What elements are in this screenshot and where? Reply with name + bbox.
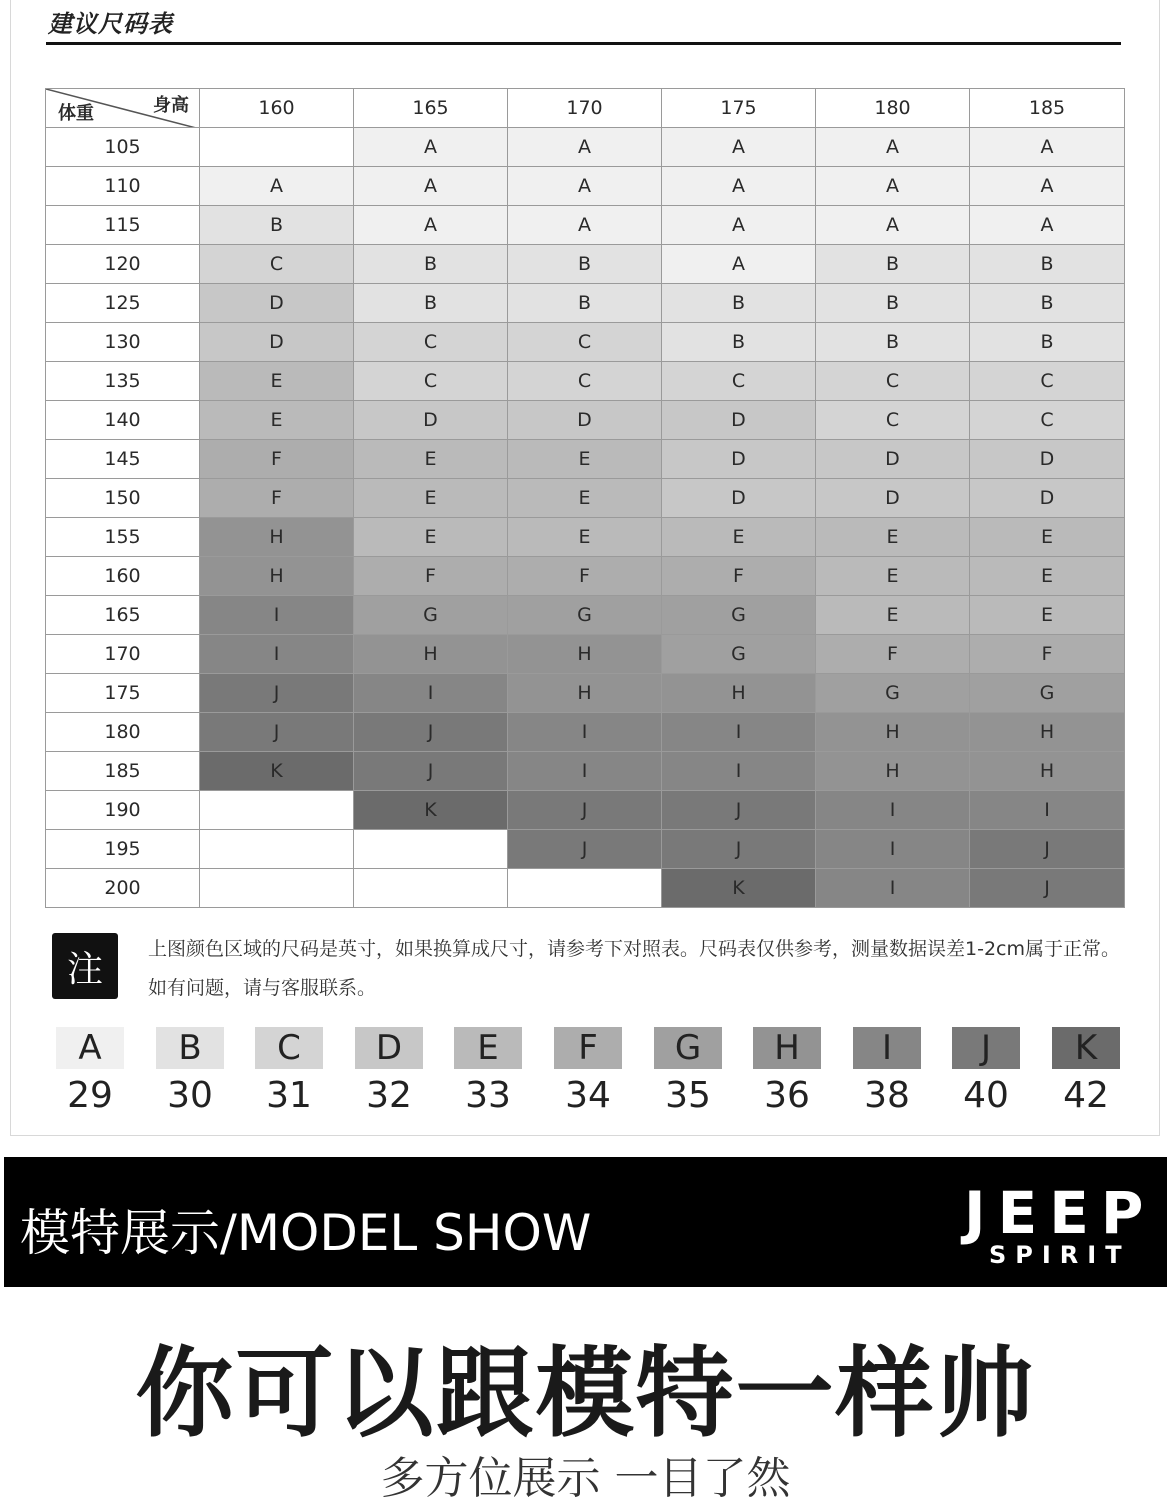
size-cell: B [508,284,662,323]
size-cell: A [662,206,816,245]
weight-cell: 180 [46,713,200,752]
table-row [46,596,1125,635]
size-cell [354,869,508,908]
size-cell: C [354,362,508,401]
size-cell: E [354,440,508,479]
size-cell [354,830,508,869]
size-cell [200,869,354,908]
size-cell: G [662,635,816,674]
size-cell: J [970,869,1125,908]
size-cell: D [662,401,816,440]
size-cell: A [354,167,508,206]
size-cell: J [354,752,508,791]
table-row [46,245,1125,284]
weight-axis-label: 体重 [58,103,94,124]
size-cell: B [970,323,1125,362]
weight-cell: 160 [46,557,200,596]
table-row [46,518,1125,557]
size-cell: B [200,206,354,245]
size-cell: E [816,557,970,596]
size-cell: G [354,596,508,635]
size-cell: I [662,752,816,791]
brand-logo: JEEP [964,1179,1156,1247]
weight-cell: 170 [46,635,200,674]
size-cell: D [662,440,816,479]
size-cell: A [508,206,662,245]
size-cell: A [662,167,816,206]
size-table-body [46,128,1125,908]
size-cell: G [970,674,1125,713]
headline: 你可以跟模特一样帅 [135,1337,1036,1451]
size-cell: G [508,596,662,635]
size-cell: A [662,245,816,284]
size-cell: A [354,128,508,167]
table-row [46,284,1125,323]
legend-item [753,1027,821,1116]
size-cell: D [970,479,1125,518]
height-header: 185 [970,89,1125,128]
size-cell: I [970,791,1125,830]
size-cell: J [508,791,662,830]
table-row [46,674,1125,713]
weight-cell: 130 [46,323,200,362]
legend-value: 35 [665,1075,711,1116]
legend-item [255,1027,323,1116]
legend-value: 31 [266,1075,312,1116]
weight-cell: 135 [46,362,200,401]
size-cell: E [662,518,816,557]
table-header-row [46,89,1125,128]
legend-item [355,1027,423,1116]
legend-swatch: A [56,1027,124,1069]
size-cell: B [970,284,1125,323]
legend-value: 36 [764,1075,810,1116]
size-cell: C [816,362,970,401]
size-cell: H [354,635,508,674]
weight-cell: 105 [46,128,200,167]
size-cell: A [816,128,970,167]
size-cell: A [354,206,508,245]
size-cell: C [970,362,1125,401]
size-cell: J [354,713,508,752]
size-cell: J [200,713,354,752]
size-cell: H [816,713,970,752]
height-header: 180 [816,89,970,128]
size-cell: C [816,401,970,440]
size-cell: B [354,245,508,284]
size-cell: D [816,440,970,479]
size-cell: F [200,479,354,518]
height-header: 160 [200,89,354,128]
weight-cell: 125 [46,284,200,323]
table-row [46,557,1125,596]
size-cell: K [200,752,354,791]
size-cell: J [662,791,816,830]
size-cell: D [354,401,508,440]
size-cell: K [662,869,816,908]
legend-item [156,1027,224,1116]
table-row [46,401,1125,440]
size-cell: F [816,635,970,674]
size-cell: B [662,323,816,362]
table-row [46,323,1125,362]
legend-item [554,1027,622,1116]
legend-item [952,1027,1020,1116]
size-cell: F [970,635,1125,674]
size-cell: F [508,557,662,596]
legend-swatch: G [654,1027,722,1069]
size-cell: H [970,752,1125,791]
size-cell: I [662,713,816,752]
subheadline: 多方位展示 一目了然 [380,1453,791,1504]
weight-cell: 165 [46,596,200,635]
size-cell: I [816,791,970,830]
note-text: 上图颜色区域的尺码是英寸，如果换算成尺寸，请参考下对照表。尺码表仅供参考，测量数据误差1-2cm属于正常。如有问题，请与客服联系。 [148,938,1120,999]
size-cell: I [816,869,970,908]
weight-cell: 110 [46,167,200,206]
size-cell: E [508,518,662,557]
size-cell: D [662,479,816,518]
size-cell: B [970,245,1125,284]
legend-item [1052,1027,1120,1116]
size-cell: A [816,206,970,245]
size-cell: I [354,674,508,713]
size-cell: H [200,557,354,596]
weight-cell: 115 [46,206,200,245]
size-cell: H [816,752,970,791]
title-divider [46,42,1121,45]
weight-cell: 120 [46,245,200,284]
size-cell: C [508,362,662,401]
table-corner-cell [46,89,200,128]
table-row [46,791,1125,830]
legend-value: 40 [963,1075,1009,1116]
size-cell [200,128,354,167]
size-cell: A [662,128,816,167]
size-cell: E [354,479,508,518]
size-cell: E [970,596,1125,635]
table-row [46,635,1125,674]
size-cell: E [508,479,662,518]
size-cell: B [816,323,970,362]
size-cell: H [508,635,662,674]
size-cell: A [508,167,662,206]
legend-value: 32 [366,1075,412,1116]
legend-swatch: I [853,1027,921,1069]
legend-swatch: J [952,1027,1020,1069]
size-cell: I [200,596,354,635]
size-cell: E [816,518,970,557]
legend-item [853,1027,921,1116]
size-cell: B [508,245,662,284]
size-cell: I [508,713,662,752]
page-title: 建议尺码表 [48,10,173,38]
legend-item [56,1027,124,1116]
size-cell: A [970,167,1125,206]
size-cell: J [970,830,1125,869]
weight-cell: 145 [46,440,200,479]
weight-cell: 200 [46,869,200,908]
table-row [46,167,1125,206]
brand-logo-sub: SPIRIT [989,1241,1131,1269]
size-cell: C [970,401,1125,440]
height-header: 165 [354,89,508,128]
size-cell: I [816,830,970,869]
size-cell: E [200,401,354,440]
table-row [46,362,1125,401]
legend-swatch: D [355,1027,423,1069]
size-cell: E [970,557,1125,596]
size-cell: J [200,674,354,713]
size-cell: J [662,830,816,869]
size-cell: C [200,245,354,284]
size-cell: C [508,323,662,362]
legend-swatch: H [753,1027,821,1069]
size-cell: A [970,128,1125,167]
size-table [45,88,1125,908]
legend-swatch: K [1052,1027,1120,1069]
size-cell: F [354,557,508,596]
size-cell: E [508,440,662,479]
size-cell: J [508,830,662,869]
note-badge: 注 [52,933,118,999]
size-cell: H [662,674,816,713]
size-cell: H [200,518,354,557]
size-cell: I [508,752,662,791]
size-cell: K [354,791,508,830]
weight-cell: 175 [46,674,200,713]
size-cell: B [662,284,816,323]
size-cell [200,791,354,830]
weight-cell: 150 [46,479,200,518]
size-cell: D [200,284,354,323]
size-cell: C [662,362,816,401]
weight-cell: 185 [46,752,200,791]
size-cell: G [662,596,816,635]
legend-value: 33 [465,1075,511,1116]
height-header: 175 [662,89,816,128]
size-cell: G [816,674,970,713]
weight-cell: 195 [46,830,200,869]
size-cell: F [662,557,816,596]
legend-item [654,1027,722,1116]
legend-value: 38 [864,1075,910,1116]
banner-title: 模特展示/MODEL SHOW [20,1204,592,1262]
size-cell: D [816,479,970,518]
size-cell: F [200,440,354,479]
size-cell: H [970,713,1125,752]
size-cell: D [970,440,1125,479]
table-row [46,713,1125,752]
model-show-banner [4,1157,1167,1287]
size-cell: B [816,284,970,323]
weight-cell: 155 [46,518,200,557]
weight-cell: 190 [46,791,200,830]
size-cell: A [970,206,1125,245]
size-cell: E [354,518,508,557]
table-row [46,830,1125,869]
weight-cell: 140 [46,401,200,440]
size-cell: D [200,323,354,362]
height-header: 170 [508,89,662,128]
legend-swatch: E [454,1027,522,1069]
size-cell: B [354,284,508,323]
size-cell: C [354,323,508,362]
legend-value: 30 [167,1075,213,1116]
legend-value: 42 [1063,1075,1109,1116]
size-cell: E [816,596,970,635]
height-axis-label: 身高 [153,95,189,116]
legend-value: 34 [565,1075,611,1116]
legend-value: 29 [67,1075,113,1116]
size-cell: D [508,401,662,440]
table-row [46,128,1125,167]
table-row [46,869,1125,908]
size-cell: A [508,128,662,167]
table-row [46,479,1125,518]
size-cell: E [970,518,1125,557]
size-cell: E [200,362,354,401]
legend-swatch: B [156,1027,224,1069]
size-cell: A [816,167,970,206]
size-cell: I [200,635,354,674]
table-row [46,752,1125,791]
size-cell: H [508,674,662,713]
legend-item [454,1027,522,1116]
table-row [46,440,1125,479]
size-cell [200,830,354,869]
size-cell: A [200,167,354,206]
size-cell [508,869,662,908]
table-row [46,206,1125,245]
legend-swatch: F [554,1027,622,1069]
legend-swatch: C [255,1027,323,1069]
size-cell: B [816,245,970,284]
